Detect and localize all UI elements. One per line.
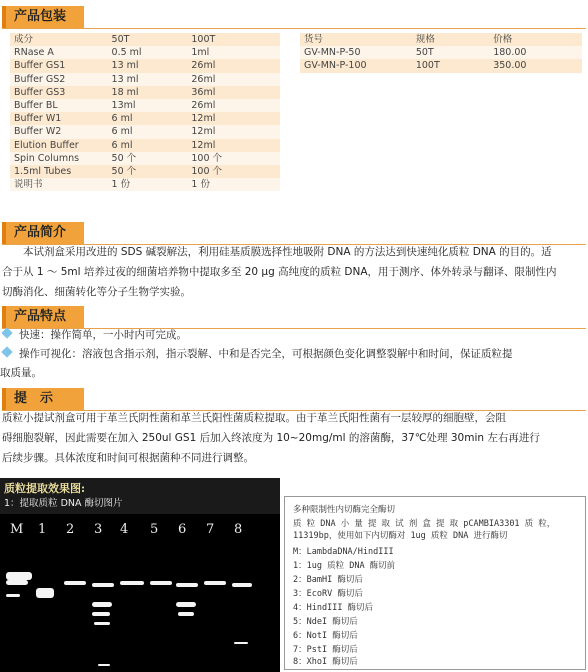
table-row (10, 46, 280, 59)
gel-band (92, 612, 110, 616)
gel-lane-label: 1 (38, 522, 47, 537)
table-cell: 100 个 (187, 165, 280, 178)
table-cell: 说明书 (10, 178, 108, 191)
tips-line: 质粒小提试剂盒可用于革兰氏阴性菌和革兰氏阳性菌质粒提取。由于革兰氏阳性菌有一层较厚的细胞壁，会阻 (2, 412, 506, 424)
table-cell: 12ml (187, 139, 280, 152)
table-cell: 13 ml (108, 59, 188, 72)
table-cell: 36ml (187, 86, 280, 99)
gel-band (92, 583, 114, 587)
table-cell: 1ml (187, 46, 280, 59)
table-cell: 6 ml (108, 139, 188, 152)
table-cell: GV-MN-P-100 (300, 59, 412, 72)
price-table (300, 33, 582, 73)
gel-lane-label: 3 (94, 522, 103, 537)
legend-line: 3：EcoRV 酶切后 (293, 589, 363, 599)
table-cell: Buffer GS1 (10, 59, 108, 72)
intro-line: 本试剂盒采用改进的 SDS 碱裂解法，利用硅基质膜选择性地吸附 DNA 的方法达到快速纯化质粒 DNA 的目的。适 (2, 246, 552, 258)
intro-paragraph (2, 242, 586, 302)
table-row (300, 46, 582, 59)
gel-lane-label: 5 (150, 522, 159, 537)
legend-line: 2：BamHI 酶切后 (293, 575, 363, 585)
gel-figure (0, 478, 280, 672)
table-row (10, 59, 280, 72)
gel-subtitle: 1：提取质粒 DNA 酶切图片 (4, 498, 123, 509)
gel-band (176, 583, 198, 587)
table-cell: 1 份 (187, 178, 280, 191)
table-cell: 13ml (108, 99, 188, 112)
section-header-features: 产品特点 (2, 306, 84, 328)
gel-band (234, 642, 248, 644)
table-cell: 规格 (412, 33, 489, 46)
table-cell: Elution Buffer (10, 139, 108, 152)
feature-list (0, 326, 586, 383)
gel-lane-label: 8 (234, 522, 243, 537)
tips-line: 后续步骤。具体浓度和时间可根据菌种不同进行调整。 (2, 452, 254, 464)
gel-title: 质粒提取效果图: (4, 482, 86, 495)
table-cell: 1.5ml Tubes (10, 165, 108, 178)
gel-band (6, 594, 20, 597)
table-row (10, 73, 280, 86)
table-cell: 50 个 (108, 165, 188, 178)
table-row (10, 112, 280, 125)
gel-band (36, 588, 54, 598)
section-header-tips: 提 示 (2, 388, 84, 410)
legend-line: 7：PstI 酶切后 (293, 645, 358, 655)
table-cell: 6 ml (108, 125, 188, 138)
table-cell: 1 份 (108, 178, 188, 191)
legend-line: M：LambdaDNA/HindIII (293, 547, 394, 557)
gel-band (64, 581, 86, 585)
gel-band (150, 581, 172, 585)
section-header-packaging: 产品包装 (2, 6, 84, 28)
gel-band (176, 602, 196, 607)
legend-line: 5：NdeI 酶切后 (293, 617, 358, 627)
table-cell: Buffer W1 (10, 112, 108, 125)
table-cell: 180.00 (489, 46, 582, 59)
gel-band (204, 581, 226, 585)
intro-line: 切酶消化、细菌转化等分子生物学实验。 (2, 286, 191, 298)
table-cell: 50 个 (108, 152, 188, 165)
legend-line: 6：NotI 酶切后 (293, 631, 358, 641)
feature-item (0, 345, 586, 364)
gel-band (232, 583, 252, 587)
feature-text: 快速：操作简单，一小时内可完成。 (19, 329, 187, 341)
table-cell: 100T (412, 59, 489, 72)
table-row (10, 165, 280, 178)
table-cell: 成分 (10, 33, 108, 46)
table-cell: 50T (412, 46, 489, 59)
table-cell: 26ml (187, 59, 280, 72)
section-header-intro: 产品简介 (2, 222, 84, 244)
table-cell: 350.00 (489, 59, 582, 72)
table-cell: Buffer GS3 (10, 86, 108, 99)
gel-band (178, 612, 194, 616)
table-header-row (300, 33, 582, 46)
legend-line: 4：HindIII 酶切后 (293, 603, 374, 613)
tips-line: 碍细胞裂解，因此需要在加入 250ul GS1 后加入终浓度为 10~20mg/ml 的溶菌酶，37℃处理 30min 左右再进行 (2, 432, 540, 444)
gel-lane-label: 7 (206, 522, 215, 537)
table-header-row (10, 33, 280, 46)
diamond-bullet-icon (1, 346, 12, 357)
table-row (10, 99, 280, 112)
table-cell: 18 ml (108, 86, 188, 99)
table-cell: Buffer W2 (10, 125, 108, 138)
legend-line: 8：XhoI 酶切后 (293, 657, 358, 667)
table-cell: 12ml (187, 125, 280, 138)
table-cell: 货号 (300, 33, 412, 46)
table-cell: 6 ml (108, 112, 188, 125)
table-cell: 26ml (187, 99, 280, 112)
table-row (10, 139, 280, 152)
gel-band (98, 664, 110, 666)
table-cell: 100T (187, 33, 280, 46)
table-cell: Buffer BL (10, 99, 108, 112)
gel-band (6, 572, 32, 580)
legend-line: 多种限制性内切酶完全酶切 (293, 505, 396, 515)
gel-band (6, 580, 28, 585)
table-cell: 12ml (187, 112, 280, 125)
table-row (10, 86, 280, 99)
gel-lane-label: 4 (120, 522, 129, 537)
table-cell: 价格 (489, 33, 582, 46)
table-cell: RNase A (10, 46, 108, 59)
gel-band (94, 622, 110, 625)
tips-paragraph (2, 408, 588, 468)
intro-line: 合于从 1 ～ 5ml 培养过夜的细菌培养物中提取多至 20 μg 高纯度的质粒 DNA，用于测序、体外转录与翻译、限制性内 (2, 266, 557, 278)
gel-lane-label: 2 (66, 522, 75, 537)
gel-lane-label: M (10, 522, 24, 537)
table-cell: Buffer GS2 (10, 73, 108, 86)
legend-line: 1：1ug 质粒 DNA 酶切前 (293, 561, 396, 571)
header-rule (2, 28, 586, 29)
table-cell: Spin Columns (10, 152, 108, 165)
gel-legend (284, 496, 586, 670)
table-cell: 0.5 ml (108, 46, 188, 59)
table-cell: 13 ml (108, 73, 188, 86)
feature-text: 操作可视化：溶液包含指示剂，指示裂解、中和是否完全，可根据颜色变化调整裂解中和时间，保证质粒提 (19, 348, 513, 360)
gel-band (92, 602, 112, 607)
table-cell: 50T (108, 33, 188, 46)
table-cell: 100 个 (187, 152, 280, 165)
gel-band (120, 581, 144, 585)
table-row (300, 59, 582, 72)
diamond-bullet-icon (1, 327, 12, 338)
table-row (10, 178, 280, 191)
components-table (10, 33, 280, 191)
table-row (10, 125, 280, 138)
legend-line: 质 粒 DNA 小 量 提 取 试 剂 盒 提 取 pCAMBIA3301 质 粒， (293, 519, 556, 529)
table-cell: GV-MN-P-50 (300, 46, 412, 59)
table-row (10, 152, 280, 165)
feature-item (0, 326, 586, 345)
feature-item-cont: 取质量。 (0, 367, 42, 379)
legend-line: 11319bp，使用如下内切酶对 1ug 质粒 DNA 进行酶切 (293, 531, 508, 541)
table-cell: 26ml (187, 73, 280, 86)
gel-image (0, 514, 280, 672)
gel-lane-label: 6 (178, 522, 187, 537)
